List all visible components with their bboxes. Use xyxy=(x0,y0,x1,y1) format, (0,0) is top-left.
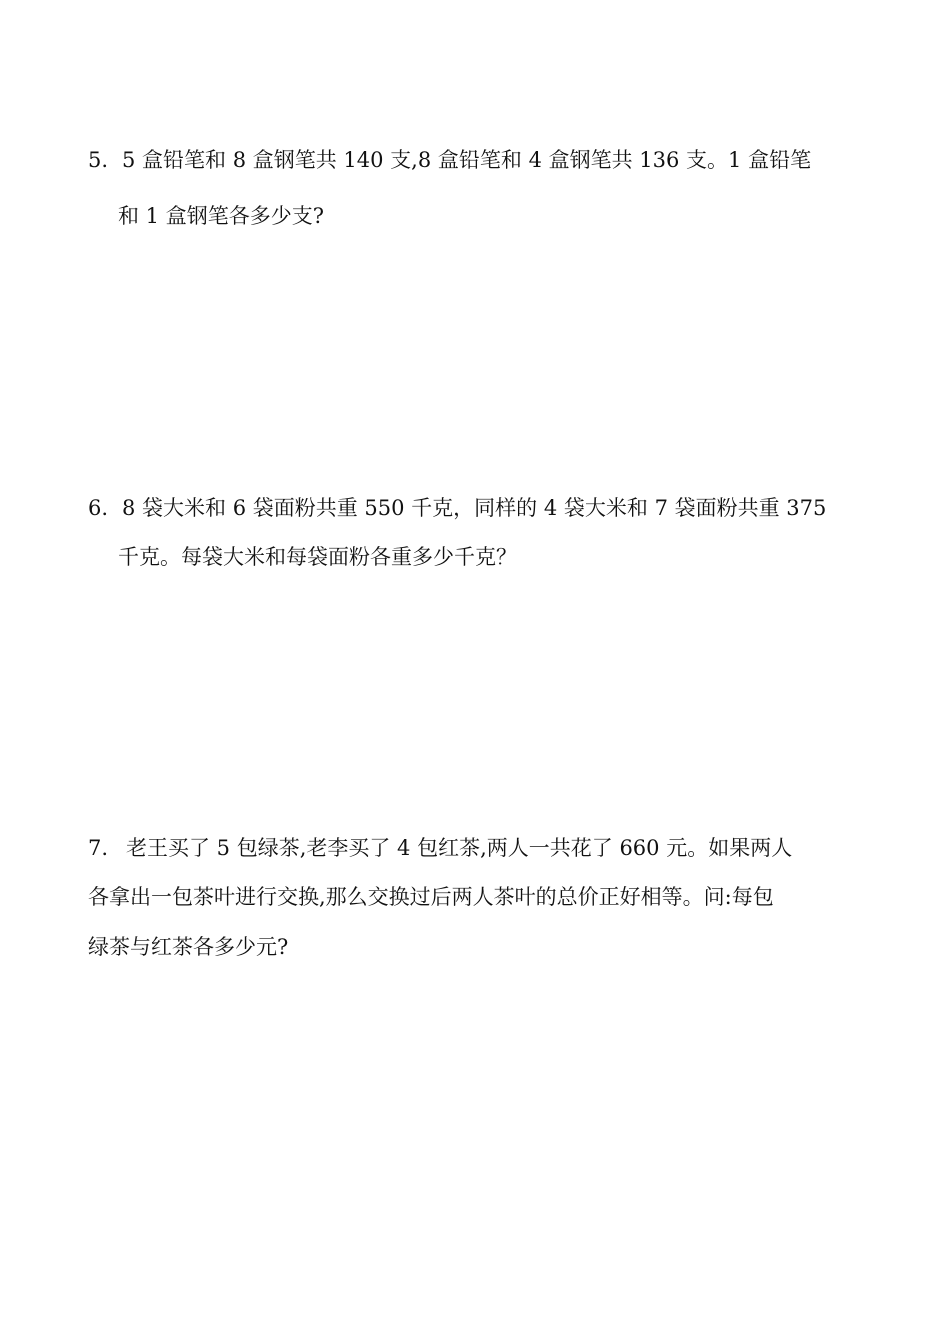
problem-text-line: 和 1 盒钢笔各多少支? xyxy=(118,204,324,228)
problem-text-line: 千克。每袋大米和每袋面粉各重多少千克？ xyxy=(118,545,517,569)
problem-text-line: 8 袋大米和 6 袋面粉共重 550 千克，同样的 4 袋大米和 7 袋面粉共重 375 xyxy=(122,496,827,520)
problem-number: 6. xyxy=(88,496,109,520)
problem-number: 7. xyxy=(88,836,109,860)
problem-text-line: 绿茶与红茶各多少元? xyxy=(88,935,289,959)
problem-text-line: 各拿出一包茶叶进行交换,那么交换过后两人茶叶的总价正好相等。问:每包 xyxy=(88,885,774,909)
problem-number: 5. xyxy=(88,148,109,172)
problem-text-line: 老王买了 5 包绿茶,老李买了 4 包红茶,两人一共花了 660 元。如果两人 xyxy=(126,836,793,860)
problem-text-line: 5 盒铅笔和 8 盒钢笔共 140 支,8 盒铅笔和 4 盒钢笔共 136 支。1 盒铅笔 xyxy=(122,148,812,172)
